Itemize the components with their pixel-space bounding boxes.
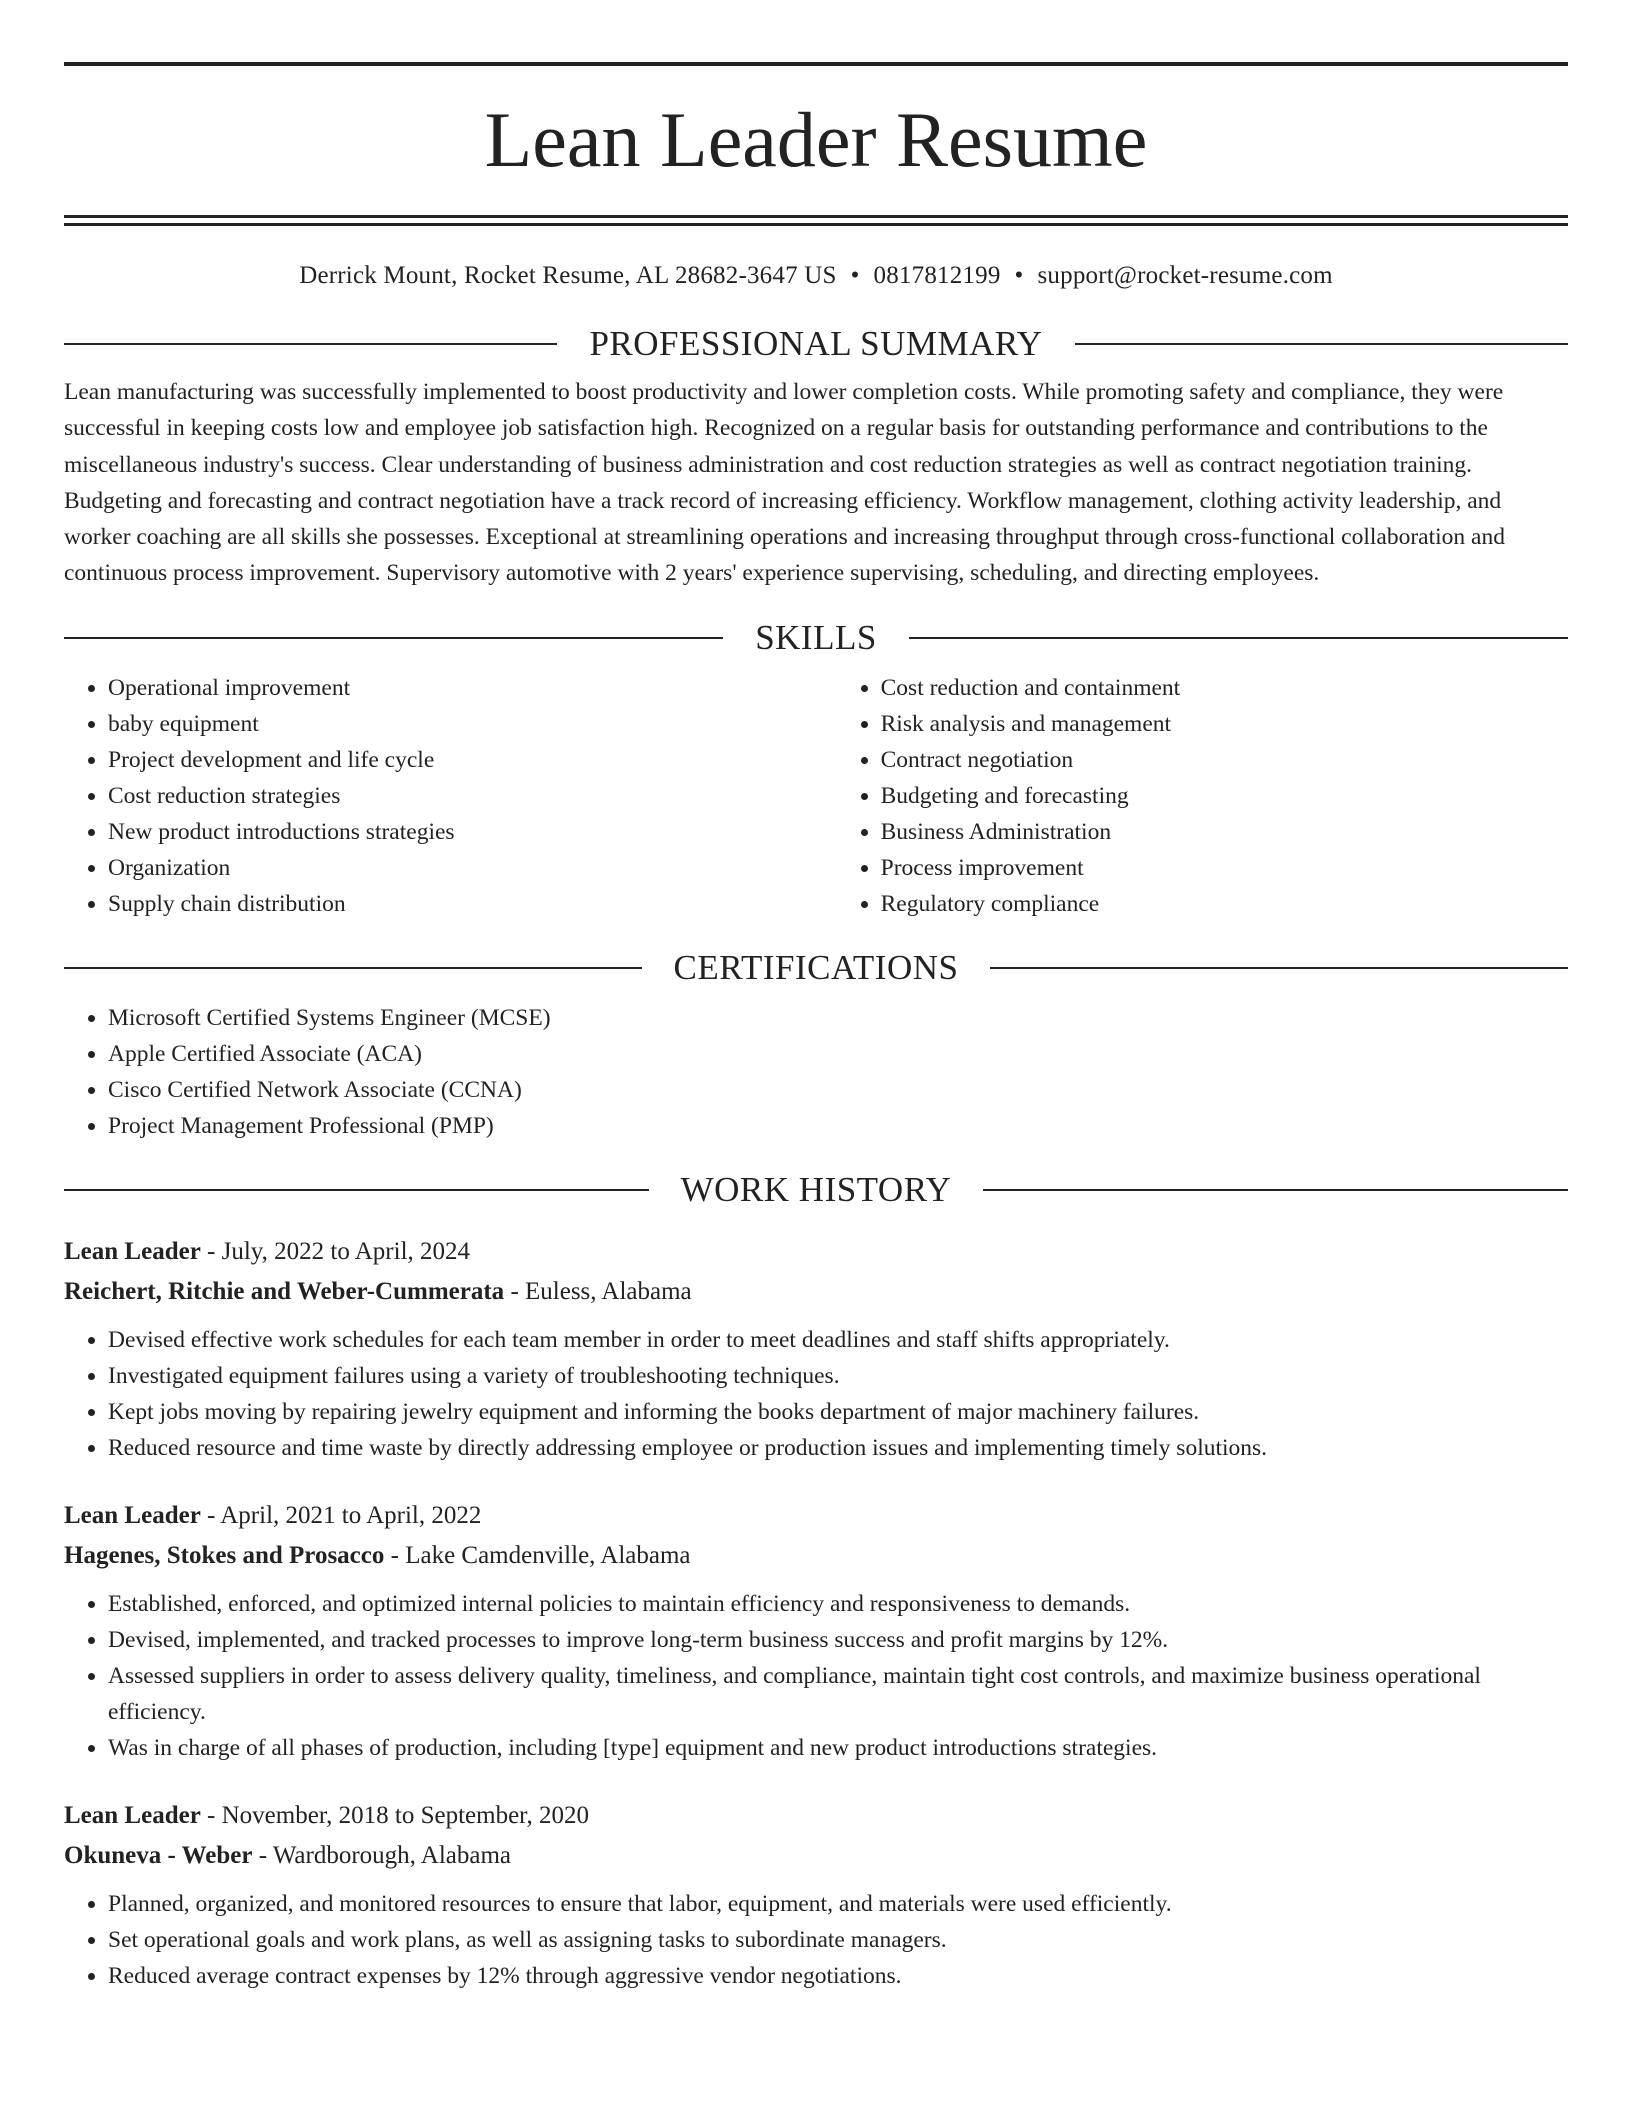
contact-email: support@rocket-resume.com: [1037, 262, 1333, 289]
contact-line: [64, 262, 1568, 290]
work-history-heading: WORK HISTORY: [680, 1169, 952, 1209]
job-location: - Lake Camdenville, Alabama: [384, 1541, 691, 1569]
job-company: Hagenes, Stokes and Prosacco: [64, 1541, 385, 1569]
skill-item: • Cost reduction and containment: [881, 670, 1568, 706]
job-bullet: • Devised, implemented, and tracked processes to improve long-term business success and profit margins by 12%.: [108, 1622, 1568, 1658]
job-title-line: [64, 1796, 1568, 1836]
certifications-list: [64, 1000, 1568, 1144]
skill-item: • Process improvement: [881, 850, 1568, 886]
job-location: - Wardborough, Alabama: [252, 1841, 512, 1869]
heading-rule-right: [909, 637, 1568, 639]
job-dates: - April, 2021 to April, 2022: [200, 1501, 482, 1529]
top-rule: [64, 62, 1568, 66]
skills-list-right: [837, 670, 1568, 922]
skill-item: • Risk analysis and management: [881, 706, 1568, 742]
job-bullet: • Set operational goals and work plans, as well as assigning tasks to subordinate managers.: [108, 1922, 1568, 1958]
job-bullets: [64, 1886, 1568, 1994]
job-bullet: • Planned, organized, and monitored resources to ensure that labor, equipment, and materials were used efficiently.: [108, 1886, 1568, 1922]
job-bullets: [64, 1322, 1568, 1466]
summary-section-heading: [64, 324, 1568, 364]
summary-paragraph: Lean manufacturing was successfully implemented to boost productivity and lower completion costs. While promoting safety and compliance, they were successful in keeping costs low and employee job satisfaction high. Recognized on a regular basis for outstanding performance and contributions to the miscellaneous industry's success. Clear understanding of business administration and cost reduction strategies as well as contract negotiation training. Budgeting and forecasting and contract negotiation have a track record of increasing efficiency. Workflow management, clothing activity leadership, and worker coaching are all skills she possesses. Exceptional at streamlining operations and increasing throughput through cross-functional collaboration and continuous process improvement. Supervisory automotive with 2 years' experience supervising, scheduling, and directing employees.: [64, 379, 1505, 587]
job-bullet: • Reduced resource and time waste by directly addressing employee or production issues and implementing timely solutions.: [108, 1430, 1568, 1466]
skills-columns: [64, 670, 1568, 922]
resume-title: Lean Leader Resume: [484, 96, 1148, 183]
job-company: Okuneva - Weber: [64, 1841, 253, 1869]
heading-rule-left: [64, 343, 557, 345]
skill-item: • Cost reduction strategies: [108, 778, 837, 814]
job-company-line: [64, 1272, 1568, 1312]
heading-rule-left: [64, 1189, 649, 1191]
job-title-line: [64, 1496, 1568, 1536]
work-history-section-heading: [64, 1170, 1568, 1210]
job-title: Lean Leader: [64, 1237, 201, 1265]
job-title: Lean Leader: [64, 1501, 201, 1529]
contact-phone: 0817812199: [873, 262, 1001, 289]
skill-item: • New product introductions strategies: [108, 814, 837, 850]
job-entry: [64, 1496, 1568, 1766]
skill-item: • Business Administration: [881, 814, 1568, 850]
skill-item: • baby equipment: [108, 706, 837, 742]
job-location: - Euless, Alabama: [504, 1277, 692, 1305]
contact-separator: •: [1014, 262, 1024, 289]
job-dates: - July, 2022 to April, 2024: [200, 1237, 471, 1265]
skills-list-left: [64, 670, 837, 922]
job-entry: [64, 1232, 1568, 1466]
skill-item: • Operational improvement: [108, 670, 837, 706]
skill-item: • Organization: [108, 850, 837, 886]
certifications-heading: CERTIFICATIONS: [673, 947, 959, 987]
skill-item: • Contract negotiation: [881, 742, 1568, 778]
job-title-line: [64, 1232, 1568, 1272]
job-bullet: • Assessed suppliers in order to assess delivery quality, timeliness, and compliance, maintain tight cost controls, and maximize business operational efficiency.: [108, 1658, 1568, 1730]
job-bullet: • Was in charge of all phases of production, including [type] equipment and new product introductions strategies.: [108, 1730, 1568, 1766]
job-bullets: [64, 1586, 1568, 1766]
job-bullet: • Devised effective work schedules for each team member in order to meet deadlines and staff shifts appropriately.: [108, 1322, 1568, 1358]
job-bullet: • Kept jobs moving by repairing jewelry equipment and informing the books department of major machinery failures.: [108, 1394, 1568, 1430]
job-bullet: • Investigated equipment failures using a variety of troubleshooting techniques.: [108, 1358, 1568, 1394]
job-title: Lean Leader: [64, 1801, 201, 1829]
skill-item: • Budgeting and forecasting: [881, 778, 1568, 814]
title-double-rule: [64, 215, 1568, 226]
skills-section-heading: [64, 618, 1568, 658]
contact-address: Derrick Mount, Rocket Resume, AL 28682-3647 US: [299, 262, 837, 289]
heading-rule-right: [990, 967, 1568, 969]
skill-item: • Regulatory compliance: [881, 886, 1568, 922]
heading-rule-right: [983, 1189, 1568, 1191]
heading-rule-left: [64, 637, 723, 639]
certification-item: • Microsoft Certified Systems Engineer (MCSE): [108, 1000, 1568, 1036]
job-bullet: • Established, enforced, and optimized internal policies to maintain efficiency and responsiveness to demands.: [108, 1586, 1568, 1622]
job-company-line: [64, 1536, 1568, 1576]
heading-rule-left: [64, 967, 642, 969]
skills-heading: SKILLS: [755, 617, 877, 657]
job-entry: [64, 1796, 1568, 1994]
job-company: Reichert, Ritchie and Weber-Cummerata: [64, 1277, 505, 1305]
certification-item: • Cisco Certified Network Associate (CCNA): [108, 1072, 1568, 1108]
heading-rule-right: [1075, 343, 1568, 345]
job-dates: - November, 2018 to September, 2020: [200, 1801, 589, 1829]
contact-separator: •: [850, 262, 860, 289]
job-bullet: • Reduced average contract expenses by 12% through aggressive vendor negotiations.: [108, 1958, 1568, 1994]
certifications-section-heading: [64, 948, 1568, 988]
certification-item: • Project Management Professional (PMP): [108, 1108, 1568, 1144]
job-company-line: [64, 1836, 1568, 1876]
skill-item: • Project development and life cycle: [108, 742, 837, 778]
certification-item: • Apple Certified Associate (ACA): [108, 1036, 1568, 1072]
skill-item: • Supply chain distribution: [108, 886, 837, 922]
summary-heading: PROFESSIONAL SUMMARY: [589, 324, 1043, 363]
